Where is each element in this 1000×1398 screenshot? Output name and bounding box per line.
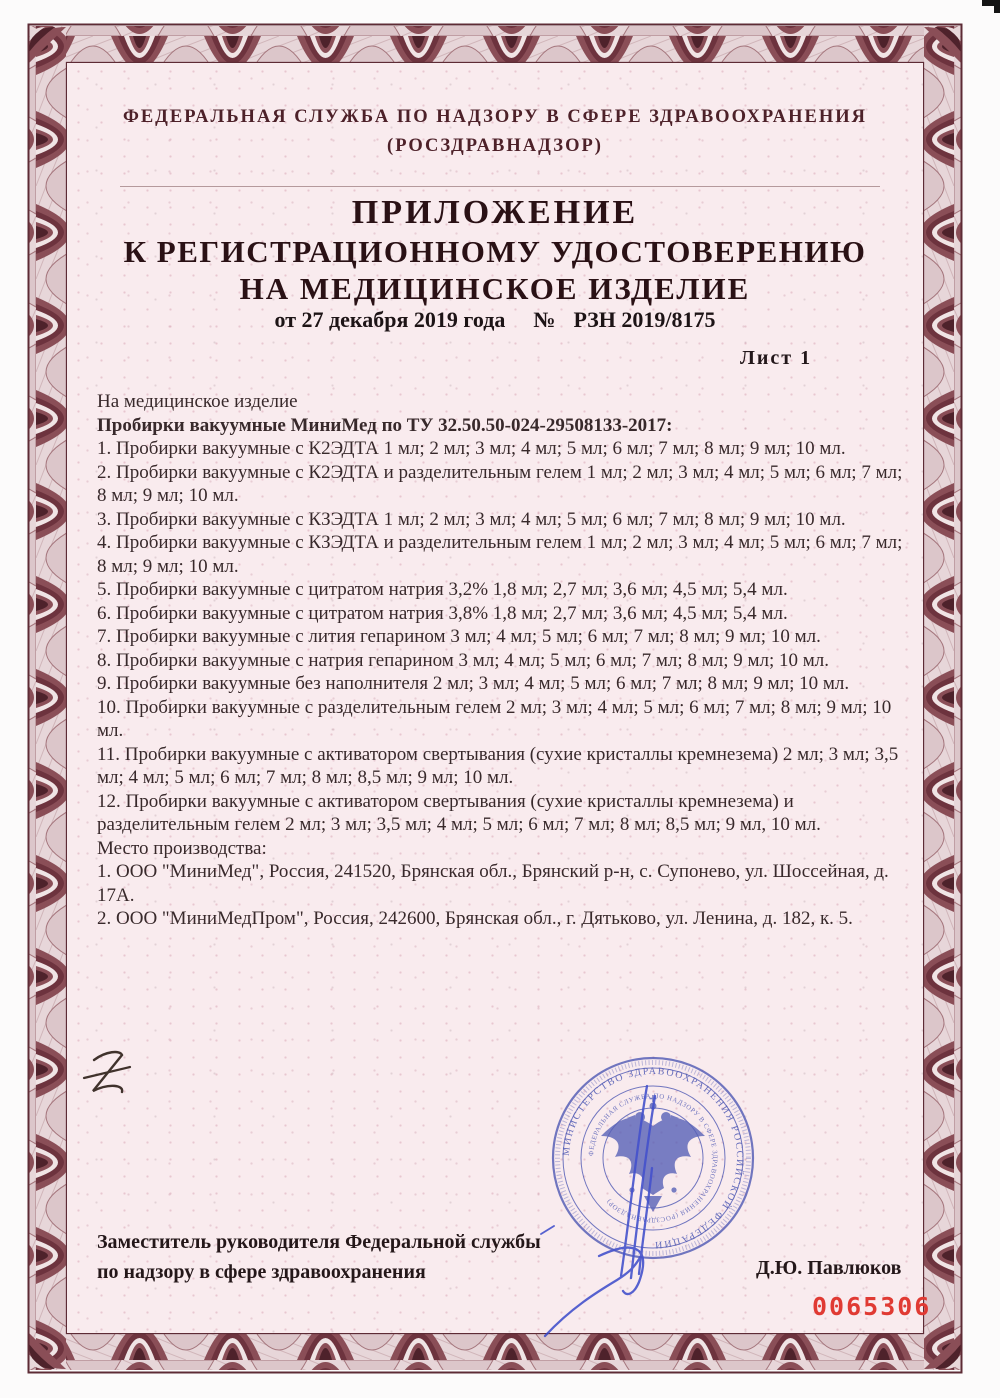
title-line-1: ПРИЛОЖЕНИЕ [351,194,639,231]
title-line-3: НА МЕДИЦИНСКОЕ ИЗДЕЛИЕ [239,271,751,306]
issue-date: от 27 декабря 2019 года [274,307,506,332]
scan-artifact [982,0,1000,13]
product-item: 10. Пробирки вакуумные с разделительным гелем 2 мл; 3 мл; 4 мл; 5 мл; 6 мл; 7 мл; 8 мл; 9 мл; 10 мл. [97,696,892,741]
signatory-title-line-1: Заместитель руководителя Федеральной службы [97,1231,541,1253]
product-item: 5. Пробирки вакуумные с цитратом натрия 3,2% 1,8 мл; 2,7 мл; 3,6 мл; 4,5 мл; 5,4 мл. [97,579,788,600]
agency-header [67,103,923,161]
agency-abbreviation: (РОСЗДРАВНАДЗОР) [387,136,603,156]
production-heading: Место производства: [97,837,267,859]
product-item: 9. Пробирки вакуумные без наполнителя 2 мл; 3 мл; 4 мл; 5 мл; 6 мл; 7 мл; 8 мл; 9 мл; 10 мл. [97,673,850,694]
signatory-name: Д.Ю. Павлюков [756,1257,902,1279]
stamp-inner-ring-text: ФЕДЕРАЛЬНАЯ СЛУЖБА ПО НАДЗОРУ В СФЕРЕ ЗДРАВООХРАНЕНИЯ (РОСЗДРАВНАДЗОР) [587,1092,719,1224]
date-number-row [67,307,923,333]
product-item: 1. Пробирки вакуумные с К2ЭДТА 1 мл; 2 мл; 3 мл; 4 мл; 5 мл; 6 мл; 7 мл; 8 мл; 9 мл; 10 мл. [97,438,846,459]
signatory-title [97,1227,617,1287]
signatory-title-line-2: по надзору в сфере здравоохранения [97,1261,426,1283]
serial-number: 0065306 [812,1292,932,1321]
sheet-label: Лист 1 [740,347,813,369]
number-sign: № [533,307,556,332]
production-site: 2. ООО "МиниМедПром", Россия, 242600, Брянская обл., г. Дятьково, ул. Ленина, д. 182, к. 5. [97,908,853,929]
handwritten-mark [80,1046,140,1106]
header-divider-line [120,186,880,187]
official-stamp [535,1040,775,1350]
agency-name: ФЕДЕРАЛЬНАЯ СЛУЖБА ПО НАДЗОРУ В СФЕРЕ ЗДРАВООХРАНЕНИЯ [122,107,868,127]
product-item: 3. Пробирки вакуумные с КЗЭДТА 1 мл; 2 мл; 3 мл; 4 мл; 5 мл; 6 мл; 7 мл; 8 мл; 9 мл; 10 мл. [97,508,846,530]
production-site: 1. ООО "МиниМед", Россия, 241520, Брянская обл., Брянский р-н, с. Супонево, ул. Шоссейная, д. 17А. [97,861,889,906]
product-item: 11. Пробирки вакуумные с активатором свертывания (сухие кристаллы кремнезема) 2 мл; 3 мл; 3,5 мл; 4 мл; 5 мл; 6 мл; 7 мл; 8 мл; 8,5 мл; 9 мл; 10 мл. [97,743,899,788]
registration-number: РЗН 2019/8175 [573,307,716,332]
product-item: 4. Пробирки вакуумные с КЗЭДТА и разделительным гелем 1 мл; 2 мл; 3 мл; 4 мл; 5 мл; 6 мл; 7 мл; 8 мл; 9 мл; 10 мл. [97,532,903,577]
certificate-body [97,390,909,931]
body-intro: На медицинское изделие [97,391,298,412]
stamp-outer-ring-text: МИНИСТЕРСТВО ЗДРАВООХРАНЕНИЯ РОССИЙСКОЙ ФЕДЕРАЦИИ [560,1065,746,1251]
product-item: 7. Пробирки вакуумные с лития гепарином 3 мл; 4 мл; 5 мл; 6 мл; 7 мл; 8 мл; 9 мл; 10 мл. [97,626,821,647]
product-item: 2. Пробирки вакуумные с К2ЭДТА и разделительным гелем 1 мл; 2 мл; 3 мл; 4 мл; 5 мл; 6 мл; 7 мл; 8 мл; 9 мл; 10 мл. [97,461,903,506]
title-line-2: К РЕГИСТРАЦИОННОМУ УДОСТОВЕРЕНИЮ [123,234,867,269]
product-item: 12. Пробирки вакуумные с активатором свертывания (сухие кристаллы кремнезема) и разделительным гелем 2 мл; 3 мл; 3,5 мл; 4 мл; 5 мл; 6 мл; 7 мл; 8 мл; 8,5 мл; 9 мл, 10 мл. [97,790,821,835]
product-item: 6. Пробирки вакуумные с цитратом натрия 3,8% 1,8 мл; 2,7 мл; 3,6 мл; 4,5 мл; 5,4 мл. [97,602,788,624]
product-item: 8. Пробирки вакуумные с натрия гепарином 3 мл; 4 мл; 5 мл; 6 мл; 7 мл; 8 мл; 9 мл; 10 мл. [97,649,830,671]
document-title [67,192,923,307]
product-title: Пробирки вакуумные МиниМед по ТУ 32.50.50-024-29508133-2017: [97,414,673,436]
